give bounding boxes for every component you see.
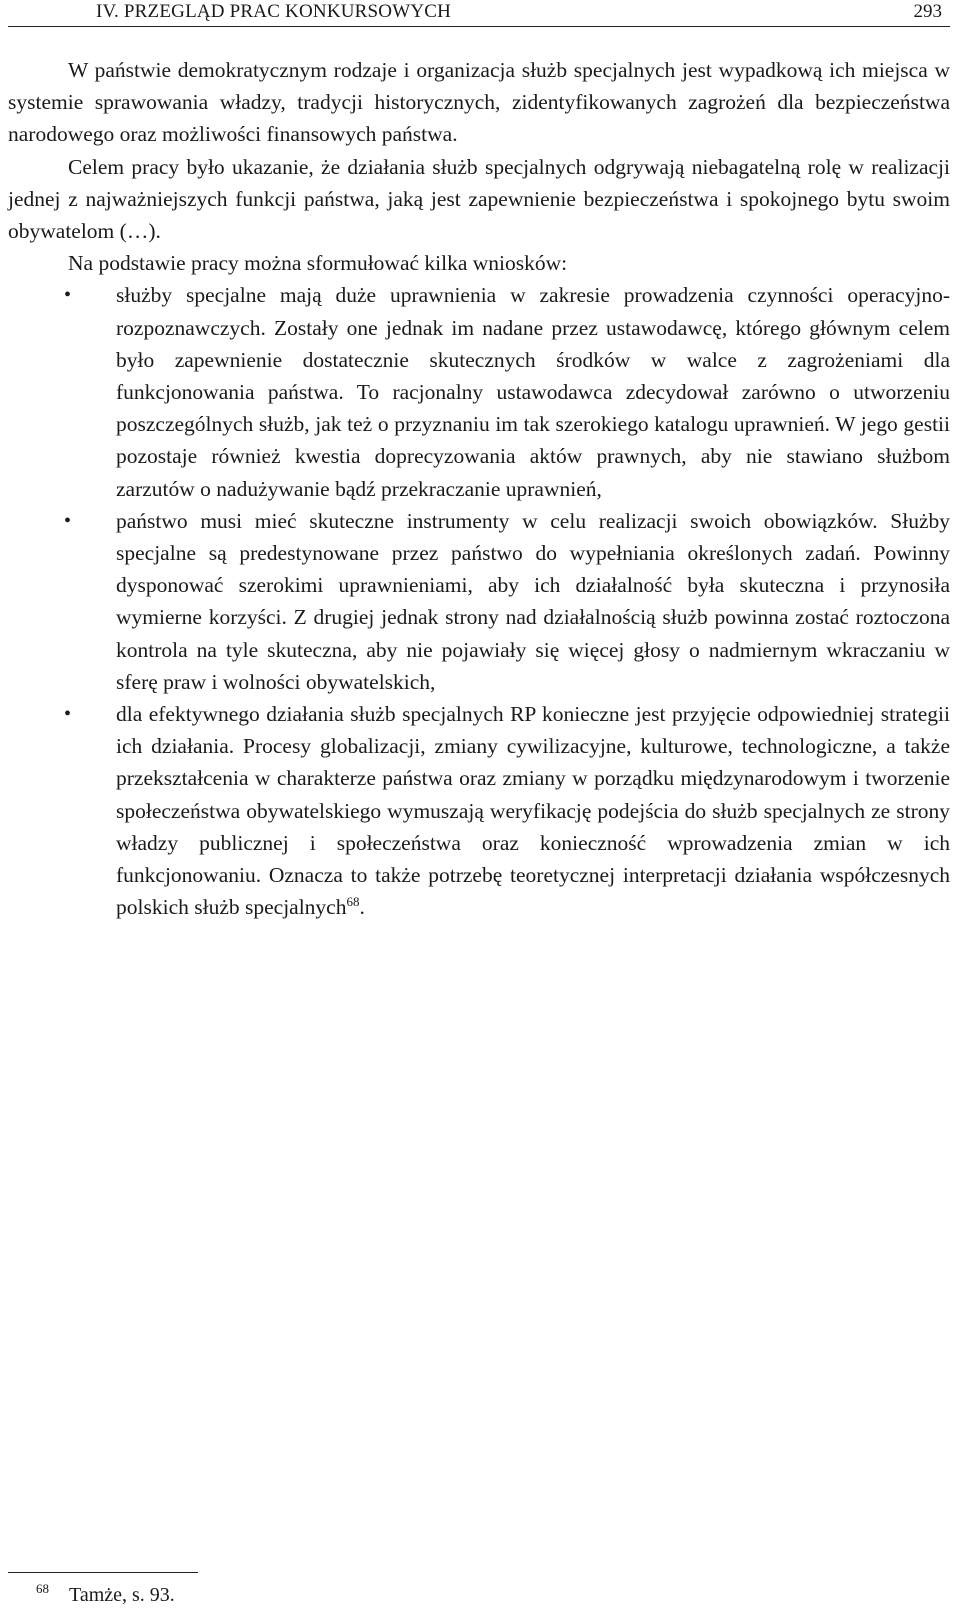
list-item-text: państwo musi mieć skuteczne instrumenty w celu realizacji swoich obowiązków. Służby specjalne są predestynowane przez państwo do wypełniania określonych zadań. Powinny dysponować szerokimi uprawnieniami, aby ich działalność była skuteczna i przynosiła wymierne korzyści. Z drugiej jednak strony nad działalnością służb powinna zostać roztoczona kontrola na tyle skuteczna, aby nie pojawiały się więcej głosy o nadmiernym wkraczaniu w sferę praw i wolności obywatelskich, — [116, 508, 950, 694]
conclusions-list — [8, 279, 950, 923]
bullet-icon: • — [64, 509, 72, 532]
page-number: 293 — [913, 1, 942, 22]
bullet-icon: • — [64, 284, 72, 307]
paragraph: W państwie demokratycznym rodzaje i organizacja służb specjalnych jest wypadkową ich miejsca w systemie sprawowania władzy, tradycji historycznych, zidentyfikowanych zagrożeń dla bezpieczeństwa narodowego oraz możliwości finansowych państwa. — [8, 58, 950, 147]
list-item-text: służby specjalne mają duże uprawnienia w zakresie prowadzenia czynności operacyjno-rozpoznawczych. Zostały one jednak im nadane przez ustawodawcę, którego głównym celem było zapewnienie dostatecznie skutecznych środków w walce z zagrożeniami dla funkcjonowania państwa. To racjonalny ustawodawca zdecydował zarówno o utworzeniu poszczególnych służb, jak też o przyznaniu im tak szerokiego katalogu uprawnień. W jego gestii pozostaje również kwestia doprecyzowania aktów prawnych, aby nie stawiano służbom zarzutów o nadużywanie bądź przekraczanie uprawnień, — [116, 283, 950, 501]
paragraph: Celem pracy było ukazanie, że działania służb specjalnych odgrywają niebagatelną rolę w realizacji jednej z najważniejszych funkcji państwa, jaką jest zapewnienie bezpieczeństwa i spokojnego bytu swoim obywatelom (…). — [8, 154, 950, 244]
footnote-divider — [8, 1572, 198, 1573]
footnote — [36, 1583, 175, 1607]
footnote-reference[interactable]: 68 — [346, 894, 360, 910]
list-item — [8, 698, 950, 923]
list-item — [8, 279, 950, 504]
footnote-number: 68 — [36, 1581, 49, 1597]
main-text — [8, 54, 950, 923]
paragraph: Na podstawie pracy można sformułować kilka wniosków: — [68, 251, 568, 276]
list-item-text: dla efektywnego działania służb specjalnych RP konieczne jest przyjęcie odpowiedniej strategii ich działania. Procesy globalizacji, zmiany cywilizacyjne, kulturowe, technologiczne, a także przekształcenia w charakterze państwa oraz zmiany w porządku międzynarodowym i tworzenie społeczeństwa obywatelskiego wymuszają weryfikację podejścia do służb specjalnych ze strony władzy publicznej i społeczeństwa oraz konieczność wprowadzenia zmian w ich funkcjonowaniu. Oznacza to także potrzebę teoretycznej interpretacji działania współczesnych polskich służb specjalnych — [116, 702, 950, 920]
section-title: IV. PRZEGLĄD PRAC KONKURSOWYCH — [96, 1, 452, 22]
bullet-icon: • — [64, 703, 72, 726]
running-header — [8, 0, 950, 27]
list-item — [8, 505, 950, 698]
footnote-text: Tamże, s. 93. — [69, 1584, 175, 1606]
final-period: . — [359, 895, 365, 920]
